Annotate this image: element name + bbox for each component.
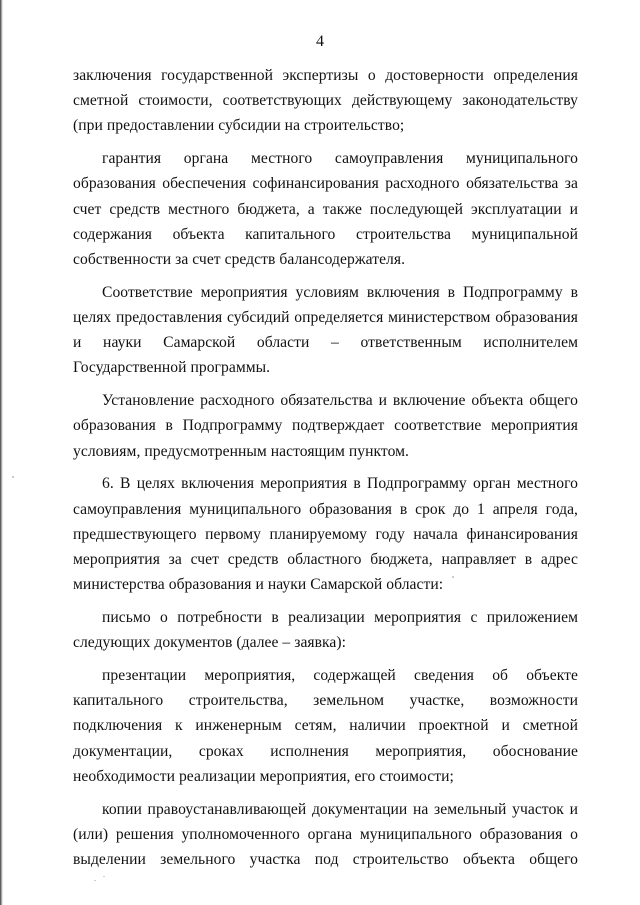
paragraph-copies: копии правоустанавливающей документации на земельный участок и (или) решения уполномоченного органа муниципального образования о выделении земельного участка под строительство объекта общего [73,800,578,869]
paragraph-letter: письмо о потребности в реализации мероприятия с приложением следующих документов (далее – заявка): [73,609,578,652]
document-body [73,63,578,880]
paragraph-continuation: заключения государственной экспертизы о достоверности определения сметной стоимости, соответствующих действующему законодательству (при предоставлении субсидии на строительство; [73,67,578,135]
scan-speck [12,476,14,478]
scan-speck [94,880,96,881]
paragraph-presentation: презентации мероприятия, содержащей сведения об объекте капитального строительства, земельном участке, возможности подключения к инженерным сетям, наличии проектной и сметной документации, сроках исполнения мероприятия, обоснование необходимости реализации мероприятия, его стоимости; [73,667,578,785]
scan-speck [103,876,105,877]
scan-edge-shadow [0,0,3,905]
paragraph-compliance: Соответствие мероприятия условиям включения в Подпрограмму в целях предоставления субсидий определяется министерством образования и науки Самарской области – ответственным исполнителем Государственной программы. [73,283,578,377]
scan-speck [452,576,454,578]
paragraph-obligation: Установление расходного обязательства и включение объекта общего образования в Подпрограмму подтверждает соответствие мероприятия условиям, предусмотренным настоящим пунктом. [73,392,578,460]
page-number: 4 [316,33,324,50]
paragraph-guarantee: гарантия органа местного самоуправления муниципального образования обеспечения софинансирования расходного обязательства за счет средств местного бюджета, а также последующей эксплуатации и содержания объекта капитального строительства муниципальной собственности за счет средств балансодержателя. [73,150,578,269]
paragraph-item-6: 6. В целях включения мероприятия в Подпрограмму орган местного самоуправления муниципального образования в срок до 1 апреля года, предшествующего первому планируемому году начала финансирования мероприятия за счет средств областного бюджета, направляет в адрес министерства образования и науки Самарской области: [73,475,578,594]
